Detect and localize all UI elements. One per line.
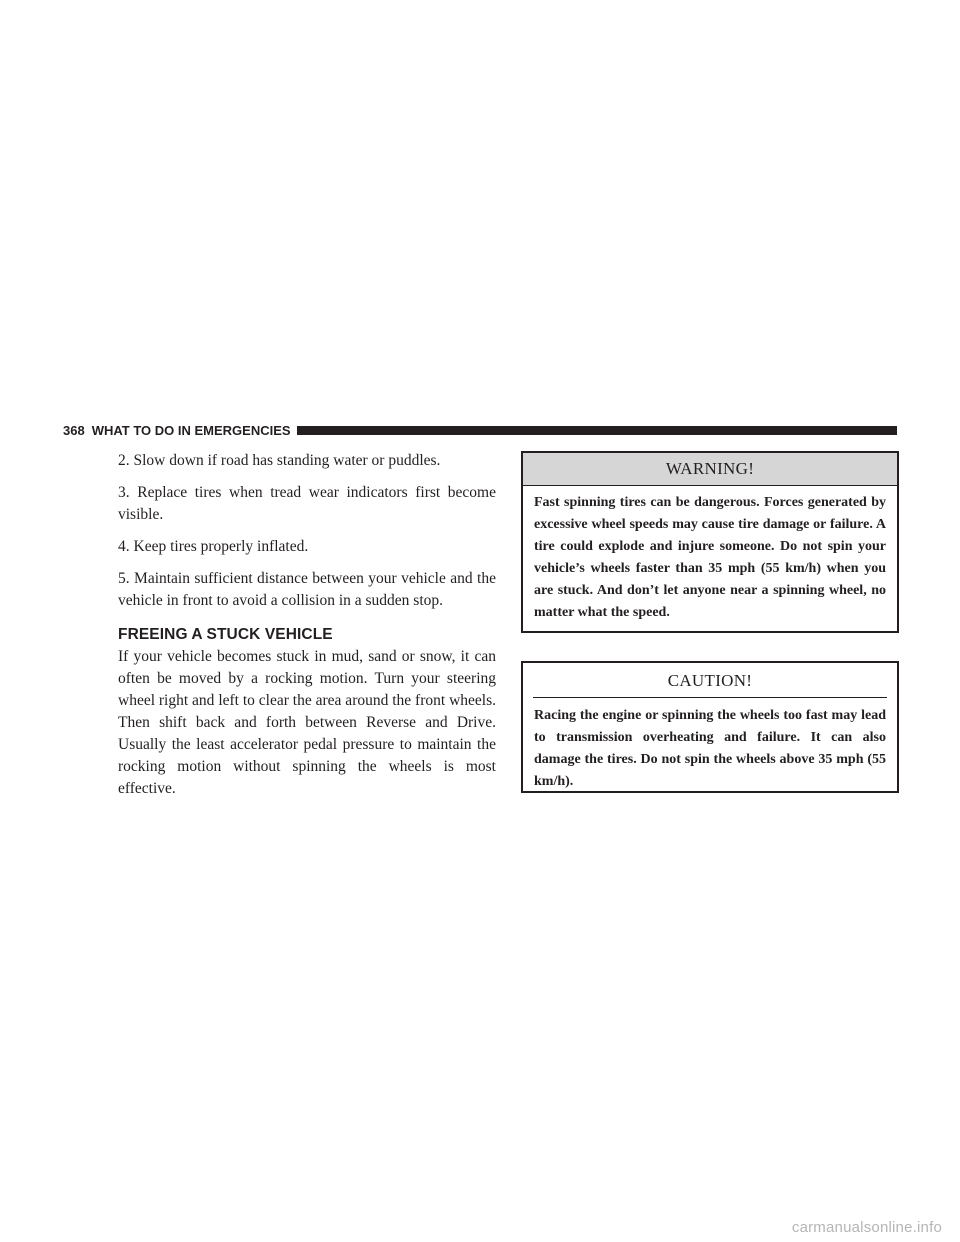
section-title: WHAT TO DO IN EMERGENCIES [91, 422, 291, 438]
page-number: 368 [63, 422, 85, 438]
caution-title: CAUTION! [533, 663, 887, 698]
list-item: 3. Replace tires when tread wear indicators first become visible. [118, 484, 496, 523]
list-item: 2. Slow down if road has standing water or puddles. [118, 452, 441, 469]
body-paragraph: If your vehicle becomes stuck in mud, sand or snow, it can often be moved by a rocking motion. Turn your steering wheel right and left to clear the area around the front wheels. Then shift back and forth between Reverse and Drive. Usually the least accelerator pedal pressure to maintain the rocking motion without spinning the wheels is most effective. [118, 648, 496, 797]
caution-box [521, 661, 899, 793]
list-item: 4. Keep tires properly inflated. [118, 538, 309, 555]
subheading-freeing-stuck-vehicle: FREEING A STUCK VEHICLE [118, 626, 333, 643]
warning-box [521, 451, 899, 633]
header-rule [297, 426, 897, 435]
warning-body: Fast spinning tires can be dangerous. Forces generated by excessive wheel speeds may cause tire damage or failure. A tire could explode and injure someone. Do not spin your vehicle’s wheels faster than 35 mph (55 km/h) when you are stuck. And don’t let anyone near a spinning wheel, no matter what the speed. [534, 495, 886, 620]
warning-title: WARNING! [523, 453, 897, 486]
page-header [63, 421, 897, 439]
caution-body: Racing the engine or spinning the wheels too fast may lead to transmission overheating and failure. It can also damage the tires. Do not spin the wheels above 35 mph (55 km/h). [534, 708, 886, 789]
list-item: 5. Maintain sufficient distance between your vehicle and the vehicle in front to avoid a collision in a sudden stop. [118, 570, 496, 609]
left-column [118, 450, 496, 800]
watermark: carmanualsonline.info [791, 1219, 942, 1236]
